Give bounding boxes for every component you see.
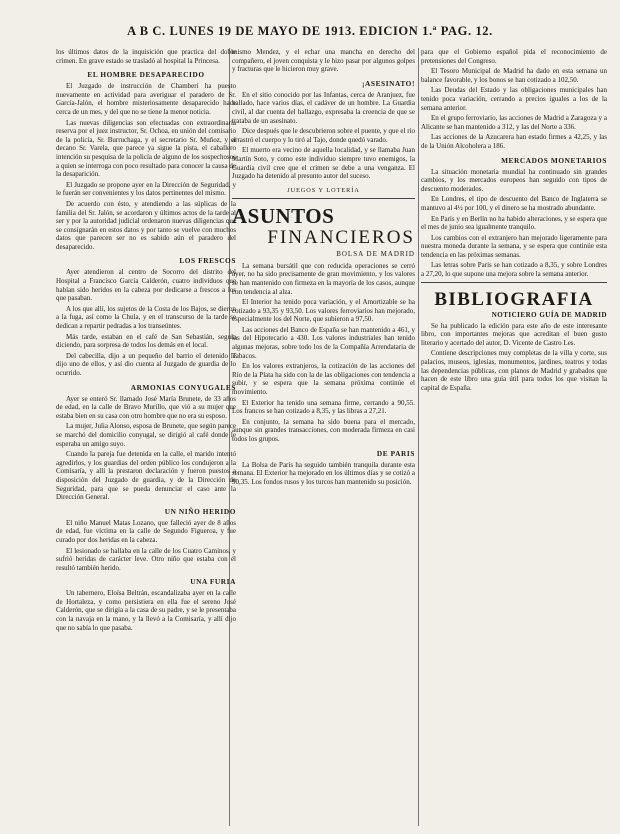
paragraph: En conjunto, la semana ha sido buena para el mercado, aunque sin grandes transacciones, con moderada firmeza en casi todos los grupos. [232,417,415,443]
paragraph: Más tarde, estaban en el café de San Sebastián, seguía diciendo, para sorpresa de todos los demás en el local. [56,332,236,350]
column-2 [232,48,415,828]
finance-headline-2: FINANCIEROS [267,226,415,248]
finance-subtitle: BOLSA DE MADRID [336,249,415,258]
section-title: DE PARIS [376,448,415,458]
paragraph: Las acciones del Banco de España se han mantenido a 461, y las del Hipotecario a 430. Los valores industriales han tenido algunas mejoras, sobre todo los de la Compañía Arrendataria de Tabacos. [232,325,415,360]
paragraph: Las Deudas del Estado y las obligaciones municipales han tenido poca variación, cerrando a precios iguales a los de la semana anterior. [421,86,607,112]
column-1 [56,48,236,828]
paragraph: En el grupo ferroviario, las acciones de Madrid a Zaragoza y a Alicante se han mantenido a 312, y las del Norte a 336. [421,114,607,131]
paragraph: La situación monetaria mundial ha continuado sin grandes cambios, y los mercados europeos han seguido con tipos de descuento moderados. [421,167,607,193]
horizontal-rule [421,282,607,283]
section-title: UNA FURIA [190,577,236,587]
paragraph: El Tesoro Municipal de Madrid ha dado en esta semana un balance favorable, y los bonos se han cotizado a 102,50. [421,67,607,84]
paragraph: En los valores extranjeros, la cotización de las acciones del Río de la Plata ha sido con la de las obligaciones con tendencia a subir, y se espera que la semana próxima continúe el movimiento. [232,362,415,397]
paragraph: En Londres, el tipo de descuento del Banco de Inglaterra se mantuvo al 4½ por 100, y el dinero se ha mostrado abundante. [421,195,607,212]
paragraph: La Bolsa de París ha seguido también tranquila durante esta semana. El Exterior ha mejorado en los últimos días y se cotizó a 90,35. Los fondos rusos y los turcos han mantenido su posición. [232,460,415,486]
paragraph: Contiene descripciones muy completas de la villa y corte, sus palacios, museos, iglesias, monumentos, jardines, teatros y todas las dependencias públicas, con planos de Madrid y grabados que hacen de este libro una guía útil para todos los que visitan la capital de España. [421,349,607,392]
paragraph: El Juzgado de instrucción de Chamberí ha puesto nuevamente en actividad para averiguar el paradero de Sr. García-Jalón, el hombre misteriosamente desaparecido hace cerca de un mes, y del que no se tiene la menor noticia. [56,82,236,116]
column-3 [421,48,607,828]
paragraph: Los cambios con el extranjero han mejorado ligeramente para nuestra moneda durante la semana, y se espera que continúe esta tendencia en las próximas semanas. [421,233,607,259]
paragraph: Cuando la pareja fue detenida en la calle, el marido intentó agredirlos, y los guardias del orden público los condujeron a la Comisaría, y allí la prestaron declaración y fueron puestos a disposición del Juzgado de guardia, y de la Dirección de Seguridad, para que se pueda denunciar el caso ante la Dirección General. [56,450,236,502]
paragraph: A los que allí, los sujetos de la Costa de los Bajos, se dieron a la fuga, así como la Chula, y en el transcurso de la tarde se dedican a repartir pedradas a los transeúntes. [56,304,236,331]
finance-headline: ASUNTOS [232,203,335,228]
paragraph: De acuerdo con ésto, y atendiendo a las súplicas de la familia del Sr. Jalón, se acordaron y últimos actos de la tarde al ser y por la autoridad judicial ordenaron nuevas diligencias que se consignarán en estos datos y por tanto se vuelve con muchos datos que parecen ser no es sabido aún el paradero del desaparecido. [56,199,236,251]
bibliography-headline: BIBLIOGRAFIA [434,288,594,310]
section-title: LOS FRESCOS [179,256,236,266]
paragraph: Dice después que le descubrieron sobre el puente, y que el río arrastró el cuerpo y lo tiró al Tajo, donde quedó varado. [232,127,415,144]
bibliography-subtitle: NOTICIERO GUÍA DE MADRID [491,310,607,319]
paragraph: En París y en Berlín no ha habido alteraciones, y se espera que el mes de junio sea igualmente tranquilo. [421,214,607,232]
section-title: EL HOMBRE DESAPARECIDO [87,70,205,80]
paragraph: El lesionado se hallaba en la calle de los Cuatro Caminos, y sufrió heridas de carácter leve. Otro niño que estaba con él resultó también herido. [56,546,236,572]
paragraph: El Interior ha tenido poca variación, y el Amortizable se ha cotizado a 93,35 y 93,50. Los valores ferroviarios han mejorado, especialmente los del Norte, que subieron a 97,50. [232,298,415,324]
section-separator: JUEGOS Y LOTERÍA [287,186,360,194]
masthead: A B C. LUNES 19 DE MAYO DE 1913. EDICION 1.ª PAG. 12. [127,24,493,38]
intro-text: los últimos datos de la inquisición que practica del doble crimen. En grave estado se trasladó al hospital la Princesa. [56,48,236,65]
paragraph: Ayer atendieron al centro de Socorro del distrito del Hospital a Francisco García Calderón, cuatro individuos que habían sido heridos en la cabeza por dedicarse a frescos a los que pasaban. [56,268,236,303]
paragraph: La semana bursátil que con reducida operaciones se cerró ayer, no ha sido precisamente de gran movimiento, y los valores se han mantenido con firmeza en la mayoría de los casos, aunque con tendencia al alza. [232,261,415,296]
paragraph: Se ha publicado la edición para este año de este interesante libro, con importantes mejoras que acreditan el buen gusto literario y acertado del autor, D. Vicente de Castro Les. [421,321,607,347]
paragraph: El niño Manuel Matas Lozano, que falleció ayer de 8 años de edad, fue víctima en la calle de Segundo Figueroa, y fue curado por dos heridas en la cabeza. [56,518,236,544]
paragraph: Las letras sobre París se han cotizado a 8,35, y sobre Londres a 27,20, lo que supone una mejora sobre la semana anterior. [421,261,607,279]
paragraph: En el sitio conocido por las Infantas, cerca de Aranjuez, fue hallado, hace varios días, el cadáver de un hombre. La Guardia civil, al dar cuenta del hallazgo, expresaba la creencia de que se trataba de un asesinato. [232,90,415,125]
section-title: UN NIÑO HERIDO [164,506,236,516]
paragraph: El Exterior ha tenido una semana firme, cerrando a 90,55. Los francos se han cotizado a 8,35, y las libras a 27,21. [232,398,415,416]
paragraph: La mujer, Julia Alonso, esposa de Brunete, que según parece se marchó del domicilio conyugal, se dirigió al café donde le esperaba un amigo suyo. [56,422,236,448]
paragraph: El muerto era vecino de aquella localidad, y se llamaba Juan Martín Soto, y como este individuo siempre tuvo enemigos, la Guardia civil cree que el crimen se debe a una venganza. El Juzgado ha detenido al presunto autor del suceso. [232,146,415,181]
paragraph: Las nuevas diligencias son efectuadas con extraordinaria reserva por el juez instructor, Sr. Ochoa, en unión del comisario de la policía, Sr. Burruchaga, y el secretario Sr. Muñoz, y el decano Sr. Varela, que parece ya sigue la pista, el caballero intención su pesquisa de la policía de alguno de los sospechosos a quien se interroga con poco resultado para conocer la causa de la desaparición. [56,118,236,179]
paragraph: Las acciones de la Azucarera han estado firmes a 42,25, y las de la Unión Alcoholera a 186. [421,133,607,150]
section-title: MERCADOS MONETARIOS [501,155,607,165]
intro-text: para que el Gobierno español pida el reconocimiento de pretensiones del Congreso. [421,48,607,65]
paragraph: Ayer se enteró Sr. llamado José María Brunete, de 33 años de edad, en la calle de Bravo Murillo, que vió a su mujer que estaba bien en su casa con otro hombre que no era su esposo. [56,394,236,420]
paragraph: El Juzgado se propone ayer en la Dirección de Seguridad, y le fuerán ser convenientes y los datos pertinentes del mismo. [56,180,236,198]
paragraph: Del cabecilla, dijo a un pequeño del barrio el detenido le dijo uno de ellos, y así dio cuenta al Juzgado de guardia de lo ocurrido. [56,351,236,377]
intro-text: mismo Mendez, y el echar una mancha en derecho del compañero, el joven conquista y le hizo pasar por algunos golpes y fracturas que le hicieron muy grave. [232,48,415,74]
horizontal-rule [232,198,415,199]
section-title: ARMONIAS CONYUGALES [130,382,236,392]
column-divider [418,48,419,826]
section-title: ¡ASESINATO! [362,78,415,88]
paragraph: Un tabernero, Eloísa Beltrán, escandalizaba ayer en la calle de Hortaleza, y como persistiera en ella fue el sereno José Calderón, que se dirigía a la casa de su padre, y se le presentaba con la navaja en la mano, y la llevó a la Comisaría, y allí dijo que no sabía lo que pasaba. [56,589,236,632]
